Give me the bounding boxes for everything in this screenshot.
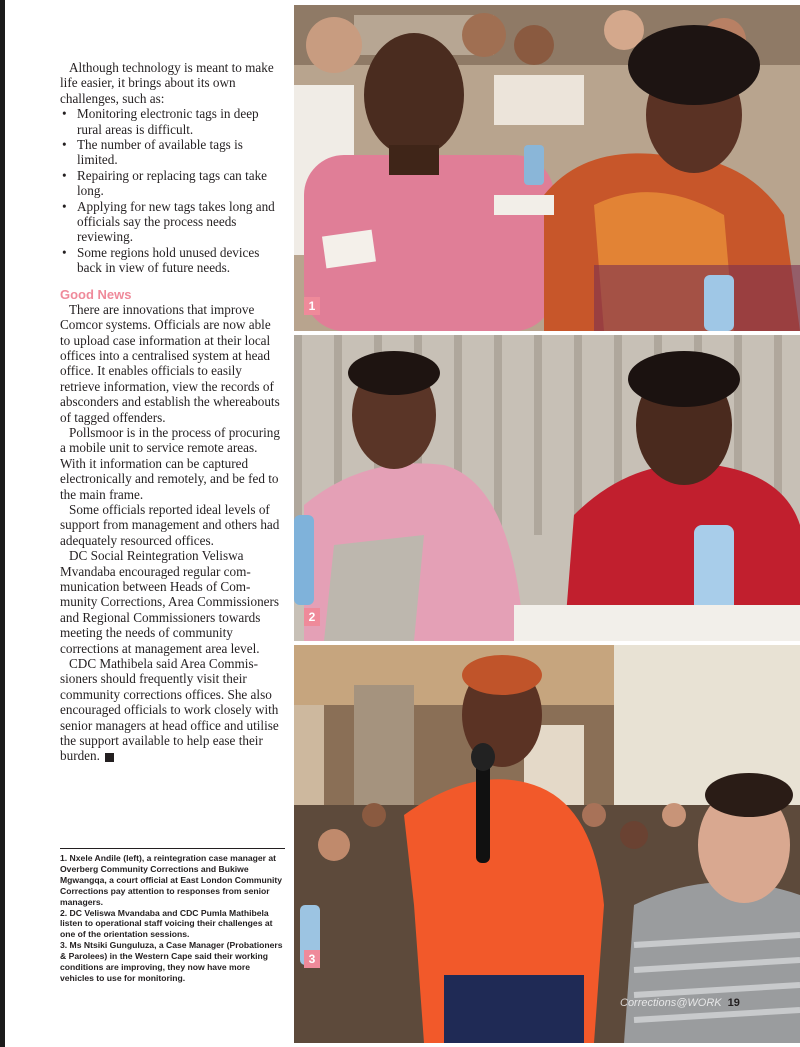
section-heading-good-news: Good News: [60, 286, 132, 302]
body-paragraph: Pollsmoor is in the process of procuring a mobile unit to service remote areas. With it information can be captured electronically and remotely, and be fed to the main frame.: [60, 424, 280, 502]
body-paragraph: DC Social Reintegration Veliswa Mvandaba encouraged regular communication between Heads of Community Corrections, Area Commissioners and Regional Commissioners towards meeting the needs of community corrections at management area level.: [60, 548, 280, 656]
caption-1: 1. Nxele Andile (left), a reintegration case manager at Overberg Community Corrections and Bukiwe Mgwangqa, a court official at East London Community Corrections pay attention to responses from senior managers.: [60, 853, 283, 907]
body-paragraph-final: [60, 656, 282, 764]
list-item: • Monitoring electronic tags in deep rural areas is difficult.: [77, 106, 282, 137]
photo-1-image: [294, 5, 800, 331]
photo-3-image: [294, 645, 800, 1043]
photo-2: [294, 335, 800, 641]
caption-3: 3. Ms Ntsiki Gunguluza, a Case Manager (Probationers & Parolees) in the Western Cape said their working conditions are improving, they now have more vehicles to use for monitoring.: [60, 940, 283, 983]
photo-number-badge: 3: [304, 950, 320, 968]
end-of-article-mark: C: [105, 753, 114, 762]
photo-3: [294, 645, 800, 1043]
photo-number-badge: 2: [304, 608, 320, 626]
page-footer: [620, 997, 740, 1009]
challenges-list: [60, 106, 282, 275]
body-paragraph-text: CDC Mathibela said Area Commissioners should frequently visit their community corrections offices. She also encouraged officials to work closely with senior managers at head office and utilise the support available to help ease their burden.: [60, 656, 279, 764]
page-number: 19: [727, 997, 740, 1009]
list-item: • Some regions hold unused devices back in view of future needs.: [77, 245, 282, 276]
photo-2-image: [294, 335, 800, 641]
list-item: • The number of available tags is limited.: [77, 137, 282, 168]
body-paragraph: There are innovations that improve Comcor systems. Officials are now able to upload case information at their local offices into a centralised system at head office. It enables officials to easily retrieve information, view the records of absconders and establish the whereabouts of tagged offenders.: [60, 301, 280, 425]
photo-captions: [60, 848, 285, 984]
magazine-name: Corrections@WORK: [620, 997, 722, 1009]
page-edge-bar: [0, 0, 5, 1047]
list-item: • Repairing or replacing tags can take long.: [77, 168, 282, 199]
intro-paragraph: Although technology is meant to make life easier, it brings about its own challenges, such as:: [60, 60, 274, 106]
body-paragraph: Some officials reported ideal levels of support from management and others had adequately resourced offices.: [60, 501, 280, 548]
list-item: • Applying for new tags takes long and officials say the process needs reviewing.: [77, 199, 282, 245]
photo-number-badge: 1: [304, 297, 320, 315]
photo-1: [294, 5, 800, 331]
caption-2: 2. DC Veliswa Mvandaba and CDC Pumla Mathibela listen to operational staff voicing their challenges at one of the orientation sessions.: [60, 907, 273, 940]
article-column: [60, 60, 282, 764]
